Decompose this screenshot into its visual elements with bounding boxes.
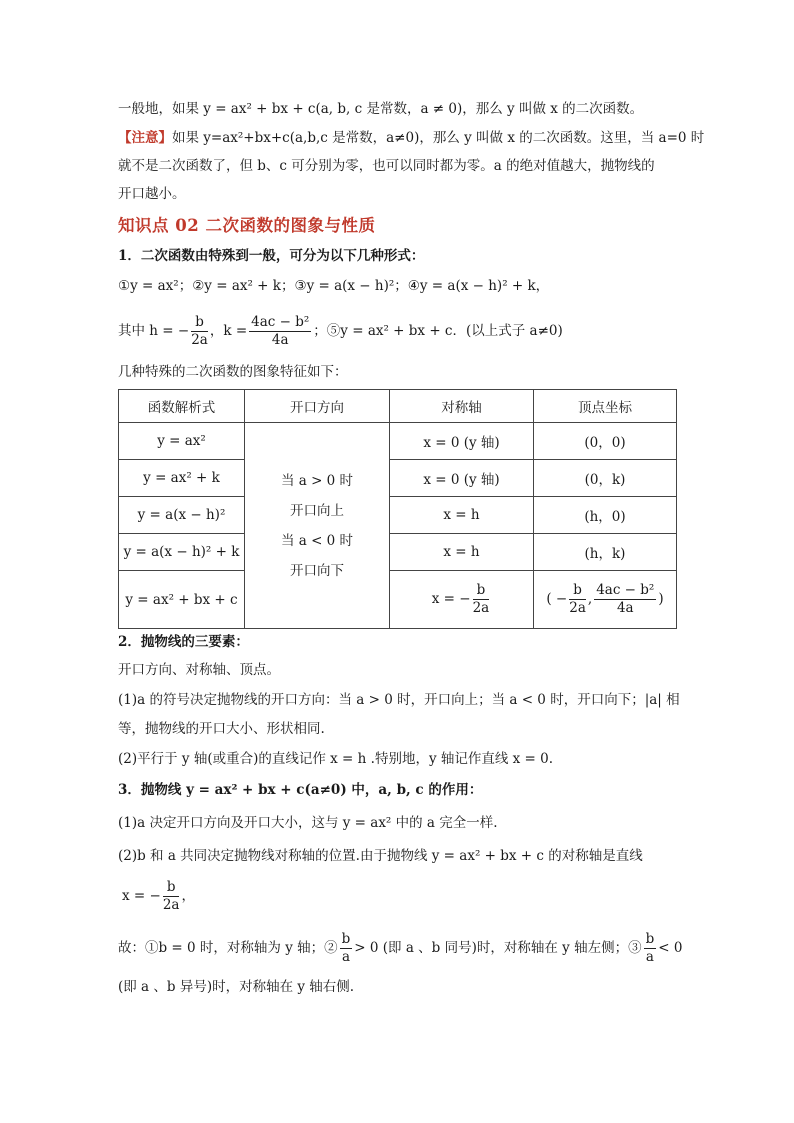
intro-line: 一般地，如果 y = ax² + bx + c(a, b, c 是常数，a ≠ 0)，那么 y 叫做 x 的二次函数。 xyxy=(118,101,644,117)
axis-cell: x = h xyxy=(390,497,534,534)
ba-fraction: $\frac{b}{a}$ xyxy=(645,931,655,965)
direction-line: 当 a > 0 时 xyxy=(280,472,354,489)
table-row xyxy=(119,497,677,534)
col-header-formula: 函数解析式 xyxy=(119,390,245,423)
p1-tail: ；⑤y = ax² + bx + c．(以上式子 a≠0) xyxy=(313,323,563,339)
direction-line: 当 a < 0 时 xyxy=(280,532,354,549)
p3-line: (1)a 决定开口方向及开口大小，这与 y = ax² 中的 a 完全一样. xyxy=(118,815,498,831)
formula-cell: y = ax² xyxy=(119,423,245,460)
p1-forms: ①y = ax²；②y = ax² + k；③y = a(x − h)²；④y = a(x − h)² + k， xyxy=(118,278,550,294)
note-line-1 xyxy=(118,128,705,148)
direction-cell xyxy=(245,423,390,629)
note-line-3: 开口越小。 xyxy=(118,186,186,202)
p1-heading: 1．二次函数由特殊到一般，可分为以下几种形式： xyxy=(118,248,425,264)
direction-line: 开口向上 xyxy=(290,502,344,519)
table-intro: 几种特殊的二次函数的图象特征如下： xyxy=(118,364,348,380)
h-prefix: 其中 h = − xyxy=(118,323,190,339)
formula-cell: y = ax² + k xyxy=(119,460,245,497)
vertex-cell: ( − $\frac{b}{2a}$ , $\frac{\text{4ac − b²}}{4a}$ ) xyxy=(534,571,677,629)
k-prefix: ，k = xyxy=(209,323,248,339)
axis-cell: x = − $\frac{b}{2a}$ xyxy=(390,571,534,629)
note-label: 【注意】 xyxy=(118,130,172,146)
p2-line: (1)a 的符号决定抛物线的开口方向：当 a > 0 时，开口向上；当 a < 0 时，开口向下；|a| 相 xyxy=(118,692,680,708)
table-row xyxy=(119,423,677,460)
col-header-axis: 对称轴 xyxy=(390,390,534,423)
formula-cell: y = a(x − h)² xyxy=(119,497,245,534)
p3-axis-line: x = − $\frac{b}{2a}$ ， xyxy=(122,879,195,913)
note-line-2: 就不是二次函数了，但 b、c 可分别为零，也可以同时都为零。a 的绝对值越大，抛物线的 xyxy=(118,158,655,174)
ba-fraction: $\frac{b}{a}$ xyxy=(341,931,351,965)
formula-cell: y = a(x − h)² + k xyxy=(119,534,245,571)
p2-heading: 2．抛物线的三要素： xyxy=(118,634,249,650)
features-table xyxy=(118,389,677,629)
direction-line: 开口向下 xyxy=(290,562,344,579)
axis-cell: x = h xyxy=(390,534,534,571)
axis-cell: x = 0 (y 轴) xyxy=(390,460,534,497)
p2-line: 开口方向、对称轴、顶点。 xyxy=(118,662,280,678)
axis-fraction: $\frac{b}{2a}$ xyxy=(472,582,490,616)
table-header-row xyxy=(119,390,677,423)
h-fraction: $\frac{b}{2a}$ xyxy=(191,314,208,348)
section-title: 知识点 02 二次函数的图象与性质 xyxy=(118,216,376,235)
table-row xyxy=(119,571,677,629)
col-header-direction: 开口方向 xyxy=(245,390,390,423)
p1-hk-line xyxy=(118,313,678,349)
vertex-cell: (0，k) xyxy=(534,460,677,497)
p3-heading: 3．抛物线 y = ax² + bx + c(a≠0) 中，a, b, c 的作用： xyxy=(118,782,483,798)
p3-cases-line: 故：①b = 0 时，对称轴为 y 轴；② $\frac{b}{a}$ > 0 (即 a 、b 同号)时，对称轴在 y 轴左侧；③ $\frac{b}{a}$ < 0 xyxy=(118,931,683,965)
col-header-vertex: 顶点坐标 xyxy=(534,390,677,423)
formula-cell: y = ax² + bx + c xyxy=(119,571,245,629)
k-fraction: $\frac{\text{4ac − b²}}{4a}$ xyxy=(251,314,310,348)
vertex-fraction-y: $\frac{\text{4ac − b²}}{4a}$ xyxy=(596,582,655,616)
table-row xyxy=(119,460,677,497)
vertex-cell: (h，0) xyxy=(534,497,677,534)
axis-cell: x = 0 (y 轴) xyxy=(390,423,534,460)
vertex-fraction-x: $\frac{b}{2a}$ xyxy=(569,582,586,616)
p2-line: (2)平行于 y 轴(或重合)的直线记作 x = h .特别地，y 轴记作直线 x = 0. xyxy=(118,751,554,767)
table-row xyxy=(119,534,677,571)
p3-line: (2)b 和 a 共同决定抛物线对称轴的位置.由于抛物线 y = ax² + bx + c 的对称轴是直线 xyxy=(118,848,643,864)
axis-fraction: $\frac{b}{2a}$ xyxy=(162,879,180,913)
p2-line: 等，抛物线的开口大小、形状相同. xyxy=(118,721,325,737)
vertex-cell: (h，k) xyxy=(534,534,677,571)
vertex-cell: (0，0) xyxy=(534,423,677,460)
p3-line: (即 a 、b 异号)时，对称轴在 y 轴右侧. xyxy=(118,979,355,995)
note-text-1: 如果 y=ax²+bx+c(a,b,c 是常数，a≠0)，那么 y 叫做 x 的二次函数。这里，当 a=0 时 xyxy=(172,130,705,146)
